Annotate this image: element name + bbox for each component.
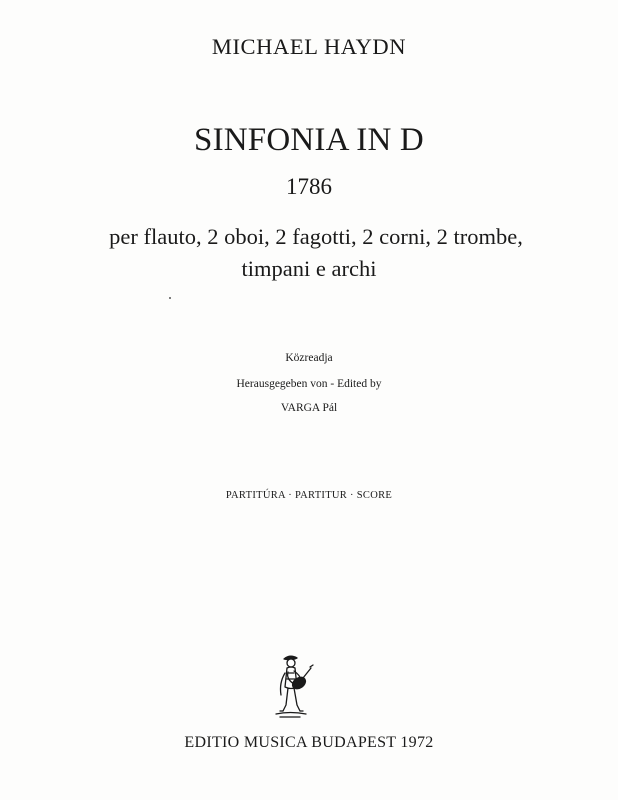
publisher-imprint: EDITIO MUSICA BUDAPEST 1972 (184, 734, 434, 751)
editor-label-german-english: Herausgegeben von - Edited by (236, 378, 382, 390)
editor-label-hungarian: Közreadja (285, 352, 333, 364)
instrumentation-line-2: timpani e archi (241, 256, 377, 281)
work-title: SINFONIA IN D (194, 122, 424, 158)
lute-player-emblem-icon (270, 653, 314, 735)
edition-type: PARTITÚRA · PARTITUR · SCORE (225, 490, 393, 501)
composition-year: 1786 (286, 174, 332, 199)
instrumentation-line-1: per flauto, 2 oboi, 2 fagotti, 2 corni, 2 trombe, (109, 224, 523, 249)
speck-mark (169, 297, 171, 299)
editor-name: VARGA Pál (280, 402, 338, 414)
composer-name: MICHAEL HAYDN (211, 34, 407, 59)
